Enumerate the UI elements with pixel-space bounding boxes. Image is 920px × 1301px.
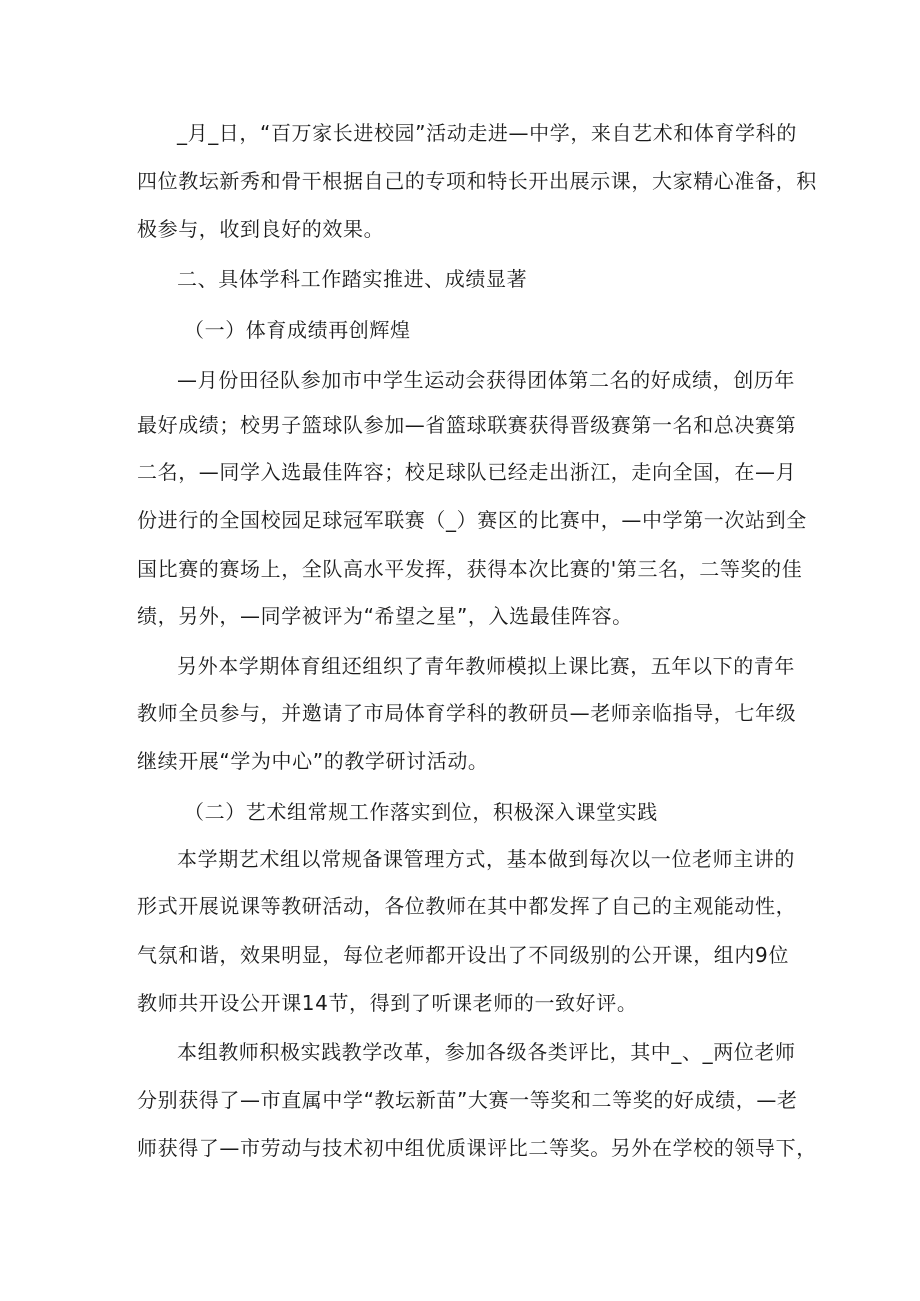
paragraph-5-line-2: 分别获得了—市直属中学“教坛新苗”大赛一等奖和二等奖的好成绩，—老 bbox=[137, 1088, 798, 1112]
paragraph-2-line-4: 份进行的全国校园足球冠军联赛（_）赛区的比赛中，—中学第一次站到全 bbox=[137, 508, 807, 532]
subsection-heading-2: （二）艺术组常规工作落实到位，积极深入课堂实践 bbox=[184, 800, 658, 824]
paragraph-1-line-1: _月_日，“百万家长进校园”活动走进—中学，来自艺术和体育学科的 bbox=[177, 121, 797, 145]
paragraph-2-line-5: 国比赛的赛场上，全队高水平发挥，获得本次比赛的'第三名，二等奖的佳 bbox=[137, 557, 803, 581]
paragraph-4-line-3: 气氛和谐，效果明显，每位老师都开设出了不同级别的公开课，组内9位 bbox=[137, 943, 789, 967]
paragraph-2-line-2: 最好成绩；校男子篮球队参加—省篮球联赛获得晋级赛第一名和总决赛第 bbox=[137, 413, 797, 437]
paragraph-3-line-1: 另外本学期体育组还组织了青年教师模拟上课比赛，五年以下的青年 bbox=[177, 654, 795, 678]
paragraph-4-line-4: 教师共开设公开课14节，得到了听课老师的一致好评。 bbox=[137, 991, 638, 1015]
paragraph-3-line-2: 教师全员参与，并邀请了市局体育学科的教研员—老师亲临指导，七年级 bbox=[137, 701, 797, 725]
paragraph-5-line-1: 本组教师积极实践教学改革，参加各级各类评比，其中_、_两位老师 bbox=[177, 1040, 796, 1064]
paragraph-4-line-1: 本学期艺术组以常规备课管理方式，基本做到每次以一位老师主讲的 bbox=[177, 847, 795, 871]
paragraph-2-line-3: 二名，—同学入选最佳阵容；校足球队已经走出浙江，走向全国，在—月 bbox=[137, 460, 797, 484]
section-heading-2: 二、具体学科工作踏实推进、成绩显著 bbox=[177, 267, 528, 291]
paragraph-2-line-1: —月份田径队参加市中学生运动会获得团体第二名的好成绩，创历年 bbox=[177, 368, 795, 392]
subsection-heading-1: （一）体育成绩再创辉煌 bbox=[184, 318, 411, 342]
paragraph-2-line-6: 绩，另外，—同学被评为“希望之星”，入选最佳阵容。 bbox=[137, 604, 633, 628]
paragraph-3-line-3: 继续开展“学为中心”的教学研讨活动。 bbox=[137, 749, 489, 773]
paragraph-4-line-2: 形式开展说课等教研活动，各位教师在其中都发挥了自己的主观能动性， bbox=[137, 894, 797, 918]
paragraph-1-line-3: 极参与，收到良好的效果。 bbox=[137, 217, 385, 241]
paragraph-5-line-3: 师获得了—市劳动与技术初中组优质课评比二等奖。另外在学校的领导下， bbox=[137, 1136, 817, 1160]
paragraph-1-line-2: 四位教坛新秀和骨干根据自己的专项和特长开出展示课，大家精心准备，积 bbox=[137, 169, 817, 193]
